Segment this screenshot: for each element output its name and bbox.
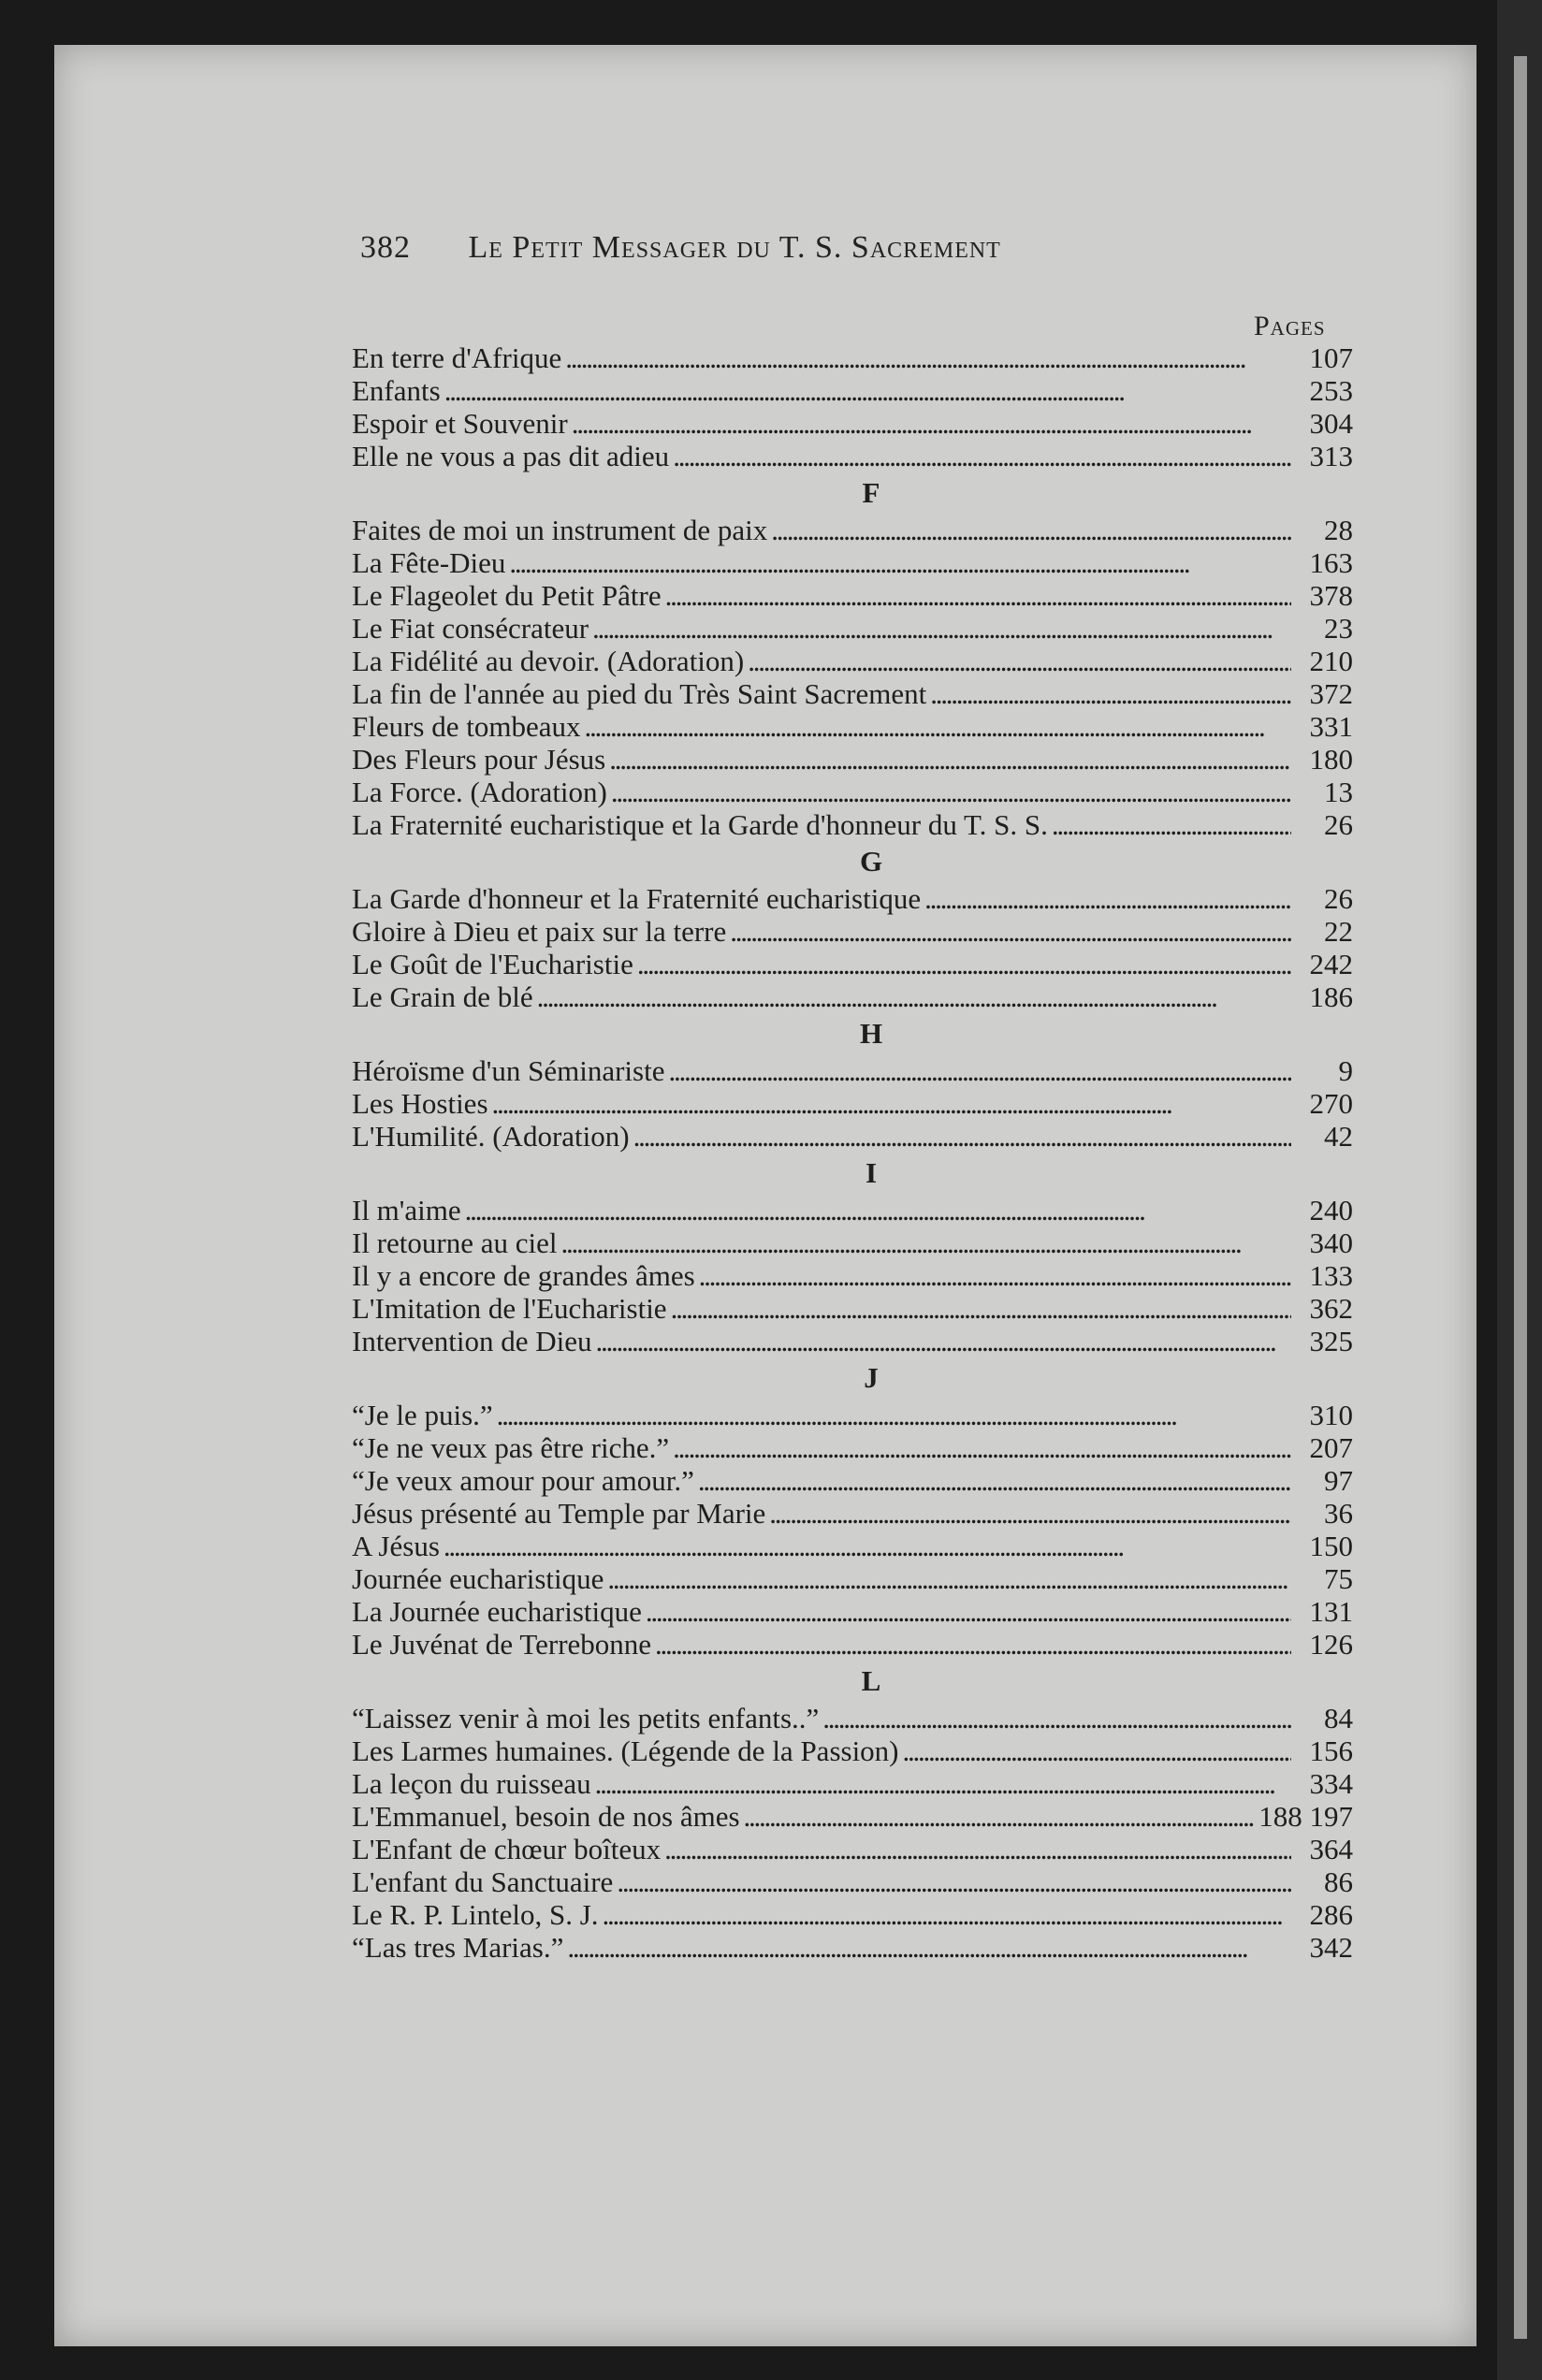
entry-title: Le Goût de l'Eucharistie [352, 948, 633, 980]
entry-title: Les Larmes humaines. (Légende de la Passion) [352, 1734, 899, 1767]
entry-page-number: 22 [1324, 915, 1353, 948]
index-entry [352, 645, 1353, 677]
entry-title: Le Flageolet du Petit Pâtre [352, 579, 662, 612]
entry-title: Enfants [352, 374, 441, 407]
dot-leader [509, 546, 1291, 579]
dot-leader [655, 1628, 1291, 1661]
entry-title: L'Emmanuel, besoin de nos âmes [352, 1800, 740, 1833]
entry-page-number: 163 [1309, 546, 1353, 579]
entry-page-number: 13 [1324, 776, 1353, 808]
entry-page-number: 26 [1324, 808, 1353, 841]
entry-title: Intervention de Dieu [352, 1325, 592, 1357]
entry-page-number: 107 [1309, 341, 1353, 374]
dot-leader [572, 407, 1291, 440]
entry-page-number: 362 [1309, 1292, 1353, 1325]
dot-leader [611, 776, 1291, 808]
index-entry [352, 1054, 1353, 1087]
entry-page-number: 304 [1309, 407, 1353, 440]
dot-leader [665, 579, 1291, 612]
index-entry [352, 579, 1353, 612]
entry-title: La Fête-Dieu [352, 546, 506, 579]
entry-page-number: 340 [1309, 1226, 1353, 1259]
entry-page-number: 210 [1309, 645, 1353, 677]
entry-title: Il m'aime [352, 1194, 461, 1226]
entry-page-number: 207 [1309, 1431, 1353, 1464]
index-entry [352, 1595, 1353, 1628]
dot-leader [671, 1292, 1291, 1325]
entry-page-number: 86 [1324, 1865, 1353, 1898]
index-entry [352, 1497, 1353, 1530]
entry-page-number: 372 [1309, 677, 1353, 710]
dot-leader [673, 440, 1291, 472]
entry-page-number: 334 [1309, 1767, 1353, 1800]
entry-page-number: 133 [1309, 1259, 1353, 1292]
entry-page-number: 84 [1324, 1702, 1353, 1734]
dot-leader [585, 710, 1291, 743]
table-of-contents [352, 341, 1353, 1964]
index-entry [352, 440, 1353, 472]
entry-page-number: 270 [1309, 1087, 1353, 1120]
entry-title: A Jésus [352, 1530, 440, 1562]
entry-page-number: 36 [1324, 1497, 1353, 1530]
pages-column-label: Pages [1254, 311, 1326, 341]
index-entry [352, 980, 1353, 1013]
index-entry [352, 546, 1353, 579]
entry-title: La fin de l'année au pied du Très Saint Sacrement [352, 677, 927, 710]
dot-leader [607, 1562, 1291, 1595]
dot-leader [465, 1194, 1291, 1226]
dot-leader [769, 1497, 1291, 1530]
entry-page-number: 150 [1309, 1530, 1353, 1562]
section-letter: L [861, 1664, 881, 1697]
dot-leader [609, 743, 1291, 776]
dot-leader [617, 1865, 1291, 1898]
dot-leader [698, 1464, 1291, 1497]
dot-leader [603, 1898, 1291, 1931]
index-entry [352, 915, 1353, 948]
entry-title: “Las tres Marias.” [352, 1931, 564, 1964]
section-letter: G [859, 845, 883, 878]
index-entry [352, 514, 1353, 546]
dot-leader [668, 1054, 1291, 1087]
index-entry [352, 374, 1353, 407]
index-entry [352, 1628, 1353, 1661]
dot-leader [930, 677, 1291, 710]
running-title: Le Petit Messager du T. S. Sacrement [468, 230, 1001, 265]
dot-leader [537, 980, 1291, 1013]
entry-title: Jésus présenté au Temple par Marie [352, 1497, 766, 1530]
index-entry [352, 1562, 1353, 1595]
index-entry [352, 1431, 1353, 1464]
entry-page-number: 180 [1309, 743, 1353, 776]
page-header [360, 230, 1202, 266]
entry-title: La Fidélité au devoir. (Adoration) [352, 645, 745, 677]
entry-title: Fleurs de tombeaux [352, 710, 581, 743]
entry-page-number: 378 [1309, 579, 1353, 612]
index-entry [352, 677, 1353, 710]
entry-title: Le Juvénat de Terrebonne [352, 1628, 652, 1661]
index-entry [352, 1259, 1353, 1292]
entry-page-number: 331 [1309, 710, 1353, 743]
entry-title: “Laissez venir à moi les petits enfants..” [352, 1702, 820, 1734]
entry-title: “Je veux amour pour amour.” [352, 1464, 694, 1497]
index-entry [352, 1767, 1353, 1800]
dot-leader [924, 882, 1291, 915]
index-entry [352, 1464, 1353, 1497]
entry-page-number: 23 [1324, 612, 1353, 645]
entry-title: Le R. P. Lintelo, S. J. [352, 1898, 599, 1931]
index-entry [352, 1226, 1353, 1259]
dot-leader [592, 612, 1291, 645]
entry-page-number: 131 [1309, 1595, 1353, 1628]
dot-leader [903, 1734, 1291, 1767]
section-letter: H [859, 1017, 883, 1050]
entry-page-number: 97 [1324, 1464, 1353, 1497]
dot-leader [560, 1226, 1291, 1259]
index-entry [352, 710, 1353, 743]
index-entry [352, 341, 1353, 374]
index-entry [352, 1530, 1353, 1562]
index-entry [352, 612, 1353, 645]
entry-title: Faites de moi un instrument de paix [352, 514, 768, 546]
dot-leader [664, 1833, 1291, 1865]
adjacent-page-edge [1497, 0, 1542, 2380]
index-entry [352, 1120, 1353, 1153]
entry-title: Le Fiat consécrateur [352, 612, 589, 645]
section-letter: F [862, 476, 880, 509]
index-entry [352, 1399, 1353, 1431]
index-entry [352, 1800, 1353, 1833]
index-entry [352, 1702, 1353, 1734]
entry-title: L'enfant du Sanctuaire [352, 1865, 614, 1898]
index-entry [352, 1087, 1353, 1120]
index-entry [352, 776, 1353, 808]
index-entry [352, 1734, 1353, 1767]
entry-title: L'Humilité. (Adoration) [352, 1120, 630, 1153]
index-entry [352, 1931, 1353, 1964]
entry-title: Le Grain de blé [352, 980, 533, 1013]
entry-title: “Je le puis.” [352, 1399, 493, 1431]
entry-page-number: 188 197 [1258, 1800, 1353, 1833]
adjacent-page-sliver [1514, 56, 1527, 2339]
entry-page-number: 253 [1309, 374, 1353, 407]
entry-title: La Force. (Adoration) [352, 776, 607, 808]
dot-leader [444, 374, 1291, 407]
entry-title: Elle ne vous a pas dit adieu [352, 440, 670, 472]
section-letter: J [864, 1361, 879, 1394]
entry-title: “Je ne veux pas être riche.” [352, 1431, 670, 1464]
dot-leader [699, 1259, 1291, 1292]
dot-leader [567, 1931, 1291, 1964]
index-entry [352, 407, 1353, 440]
entry-title: Héroïsme d'un Séminariste [352, 1054, 665, 1087]
dot-leader [1052, 808, 1291, 841]
dot-leader [673, 1431, 1291, 1464]
dot-leader [492, 1087, 1291, 1120]
entry-page-number: 342 [1309, 1931, 1353, 1964]
index-entry [352, 1865, 1353, 1898]
entry-title: Journée eucharistique [352, 1562, 604, 1595]
dot-leader [646, 1595, 1291, 1628]
entry-title: L'Enfant de chœur boîteux [352, 1833, 662, 1865]
entry-page-number: 75 [1324, 1562, 1353, 1595]
entry-page-number: 126 [1309, 1628, 1353, 1661]
dot-leader [637, 948, 1291, 980]
index-entry [352, 1292, 1353, 1325]
entry-page-number: 186 [1309, 980, 1353, 1013]
entry-page-number: 156 [1309, 1734, 1353, 1767]
index-entry [352, 1325, 1353, 1357]
entry-page-number: 313 [1309, 440, 1353, 472]
dot-leader [633, 1120, 1291, 1153]
entry-title: Des Fleurs pour Jésus [352, 743, 606, 776]
dot-leader [744, 1800, 1256, 1833]
entry-page-number: 286 [1309, 1898, 1353, 1931]
entry-page-number: 28 [1324, 514, 1353, 546]
entry-page-number: 9 [1338, 1054, 1353, 1087]
dot-leader [565, 341, 1291, 374]
entry-title: Il retourne au ciel [352, 1226, 558, 1259]
page-number: 382 [360, 230, 411, 265]
dot-leader [497, 1399, 1291, 1431]
entry-title: La Journée eucharistique [352, 1595, 642, 1628]
entry-page-number: 242 [1309, 948, 1353, 980]
entry-page-number: 325 [1309, 1325, 1353, 1357]
dot-leader [822, 1702, 1291, 1734]
index-entry [352, 808, 1353, 841]
index-entry [352, 1898, 1353, 1931]
entry-title: Il y a encore de grandes âmes [352, 1259, 695, 1292]
entry-title: En terre d'Afrique [352, 341, 562, 374]
dot-leader [748, 645, 1291, 677]
entry-page-number: 26 [1324, 882, 1353, 915]
index-entry [352, 1833, 1353, 1865]
index-entry [352, 1194, 1353, 1226]
entry-title: Gloire à Dieu et paix sur la terre [352, 915, 727, 948]
entry-page-number: 42 [1324, 1120, 1353, 1153]
dot-leader [595, 1767, 1291, 1800]
dot-leader [444, 1530, 1291, 1562]
entry-page-number: 310 [1309, 1399, 1353, 1431]
entry-title: Espoir et Souvenir [352, 407, 568, 440]
index-entry [352, 743, 1353, 776]
entry-page-number: 240 [1309, 1194, 1353, 1226]
dot-leader [771, 514, 1291, 546]
entry-title: Les Hosties [352, 1087, 488, 1120]
entry-title: L'Imitation de l'Eucharistie [352, 1292, 667, 1325]
entry-title: La Fraternité eucharistique et la Garde d'honneur du T. S. S. [352, 808, 1048, 841]
entry-page-number: 364 [1309, 1833, 1353, 1865]
entry-title: La leçon du ruisseau [352, 1767, 591, 1800]
index-entry [352, 948, 1353, 980]
index-entry [352, 882, 1353, 915]
entry-title: La Garde d'honneur et la Fraternité eucharistique [352, 882, 922, 915]
dot-leader [596, 1325, 1291, 1357]
section-letter: I [865, 1156, 878, 1189]
dot-leader [730, 915, 1291, 948]
